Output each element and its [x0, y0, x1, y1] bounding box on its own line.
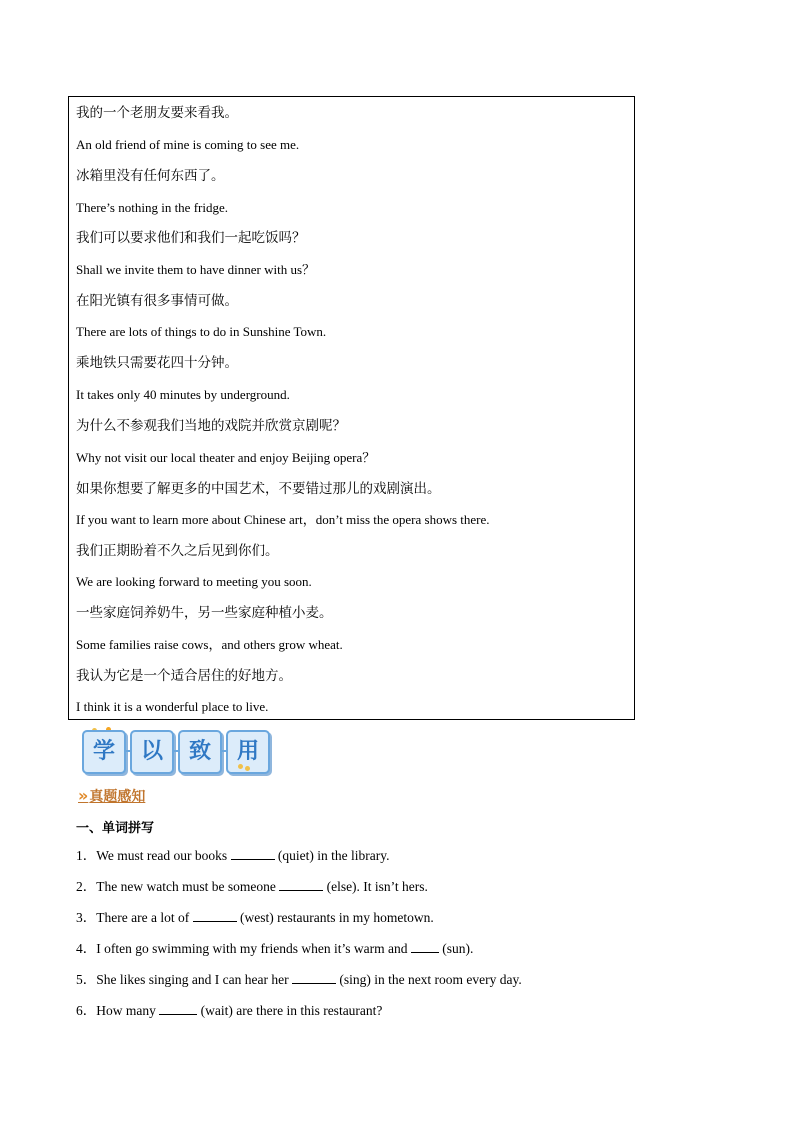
- question-4: [76, 937, 473, 957]
- sentence-cn: 在阳光镇有很多事情可做。: [76, 293, 238, 309]
- sentence-cn: 我们正期盼着不久之后见到你们。: [76, 543, 279, 559]
- double-chevron-icon: »: [78, 786, 89, 805]
- banner-char: 以: [130, 730, 174, 774]
- question-text-after: (quiet) in the library.: [274, 848, 390, 863]
- sentence-en: An old friend of mine is coming to see me.: [76, 137, 300, 152]
- sentence-cn: 我认为它是一个适合居住的好地方。: [76, 668, 292, 684]
- banner-char: 学: [82, 730, 126, 774]
- question-text-before: She likes singing and I can hear her: [96, 972, 292, 987]
- question-text-before: We must read our books: [96, 848, 231, 863]
- part-heading: 一、单词拼写: [76, 821, 155, 836]
- question-text-after: (wait) are there in this restaurant?: [197, 1003, 383, 1018]
- question-number: 6．: [76, 1003, 97, 1018]
- question-text-before: How many: [96, 1003, 160, 1018]
- section-title: [78, 786, 145, 806]
- banner-char: 用: [226, 730, 270, 774]
- sentence-en: Shall we invite them to have dinner with us？: [76, 262, 316, 277]
- sparkle-icon: [238, 764, 243, 769]
- question-1: [76, 844, 389, 864]
- question-text-after: (west) restaurants in my hometown.: [236, 910, 434, 925]
- section-title-text: 真题感知: [89, 789, 146, 805]
- sparkle-icon: [245, 766, 250, 771]
- question-text-before: There are a lot of: [96, 910, 193, 925]
- question-text-after: (sing) in the next room every day.: [335, 972, 522, 987]
- question-number: 5．: [76, 972, 97, 987]
- sentence-cn: 一些家庭饲养奶牛，另一些家庭种植小麦。: [76, 605, 333, 621]
- translation-box: [68, 96, 635, 720]
- answer-blank[interactable]: [231, 847, 275, 860]
- answer-blank[interactable]: [193, 909, 237, 922]
- question-6: [76, 999, 382, 1019]
- answer-blank[interactable]: [279, 878, 323, 891]
- sentence-en: I think it is a wonderful place to live.: [76, 699, 269, 714]
- question-text-before: The new watch must be someone: [96, 879, 280, 894]
- sentence-cn: 乘地铁只需要花四十分钟。: [76, 355, 238, 371]
- sentence-cn: 为什么不参观我们当地的戏院并欣赏京剧呢？: [76, 418, 346, 434]
- question-number: 3．: [76, 910, 97, 925]
- answer-blank[interactable]: [292, 971, 336, 984]
- answer-blank[interactable]: [159, 1002, 197, 1015]
- sentence-cn: 如果你想要了解更多的中国艺术，不要错过那儿的戏剧演出。: [76, 481, 441, 497]
- sentence-en: There are lots of things to do in Sunshine Town.: [76, 324, 327, 339]
- question-2: [76, 875, 428, 895]
- sentence-en: Some families raise cows，and others grow wheat.: [76, 637, 343, 652]
- question-number: 2．: [76, 879, 97, 894]
- question-number: 1．: [76, 848, 97, 863]
- sentence-cn: 冰箱里没有任何东西了。: [76, 168, 225, 184]
- sentence-en: It takes only 40 minutes by underground.: [76, 387, 290, 402]
- banner-char: 致: [178, 730, 222, 774]
- sentence-cn: 我的一个老朋友要来看我。: [76, 105, 238, 121]
- question-3: [76, 906, 434, 926]
- sentence-en: If you want to learn more about Chinese art，don’t miss the opera shows there.: [76, 512, 490, 527]
- question-text-after: (sun).: [438, 941, 474, 956]
- sentence-en: We are looking forward to meeting you soon.: [76, 574, 312, 589]
- question-5: [76, 968, 522, 988]
- question-text-before: I often go swimming with my friends when it’s warm and: [96, 941, 411, 956]
- sentence-en: Why not visit our local theater and enjoy Beijing opera？: [76, 450, 376, 465]
- sentence-cn: 我们可以要求他们和我们一起吃饭吗？: [76, 230, 306, 246]
- question-number: 4．: [76, 941, 97, 956]
- sentence-en: There’s nothing in the fridge.: [76, 200, 228, 215]
- answer-blank[interactable]: [411, 940, 439, 953]
- question-text-after: (else). It isn’t hers.: [323, 879, 428, 894]
